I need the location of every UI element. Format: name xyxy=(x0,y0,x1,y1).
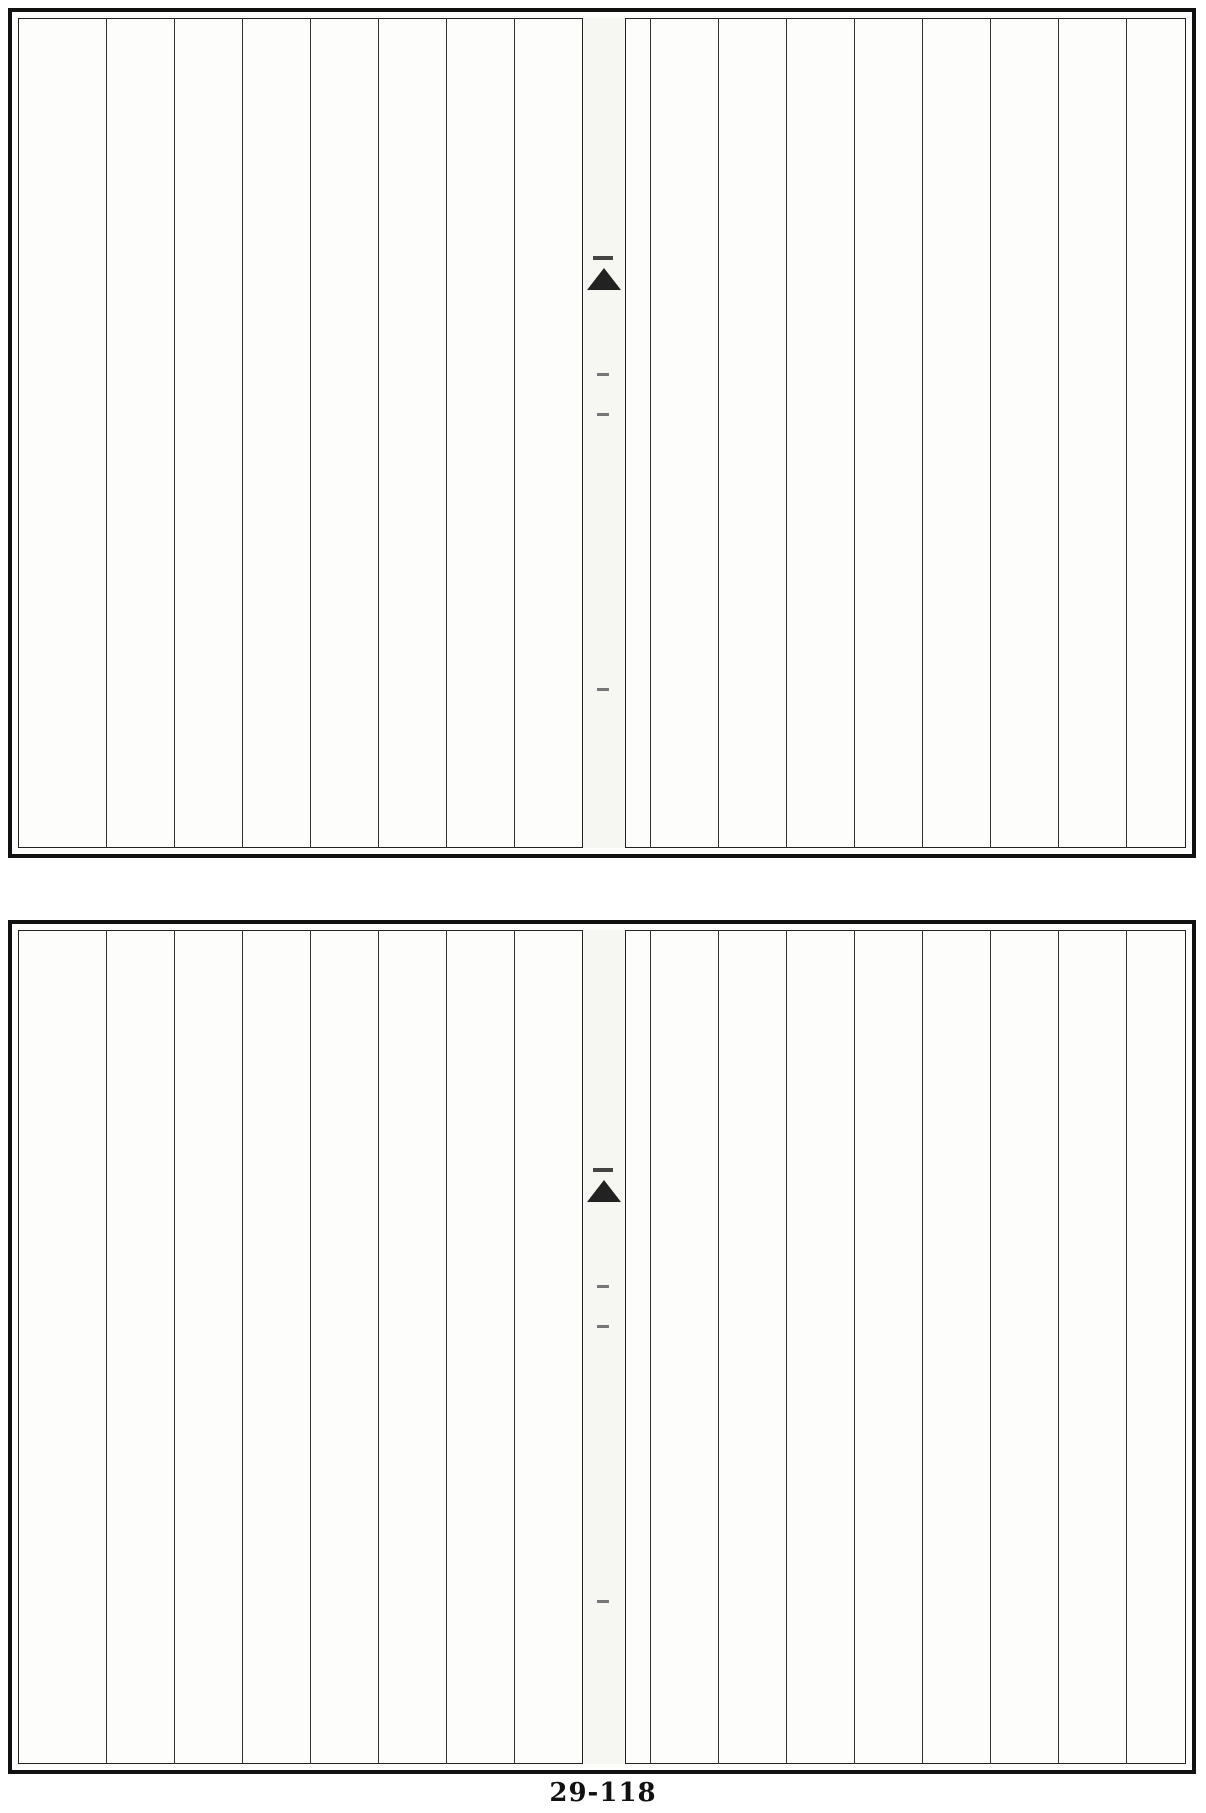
column-rule xyxy=(514,930,515,1764)
spine-rule xyxy=(593,1168,613,1172)
spine-mark xyxy=(597,413,609,416)
fishtail-mark xyxy=(587,268,621,290)
column-rule xyxy=(106,930,107,1764)
column-rule xyxy=(786,930,787,1764)
column-rule xyxy=(1058,18,1059,848)
page-spine xyxy=(582,18,626,848)
top-page-panel xyxy=(8,8,1196,858)
column-rule xyxy=(990,18,991,848)
column-rule xyxy=(854,930,855,1764)
column-rule xyxy=(922,930,923,1764)
column-rule xyxy=(310,18,311,848)
column-rule xyxy=(718,18,719,848)
column-rule xyxy=(446,930,447,1764)
spine-mark xyxy=(597,1325,609,1328)
spine-mark xyxy=(597,373,609,376)
column-rule xyxy=(514,18,515,848)
fishtail-mark xyxy=(587,1180,621,1202)
column-rule xyxy=(990,930,991,1764)
spine-mark xyxy=(597,688,609,691)
column-rule xyxy=(106,18,107,848)
page-number: 29-118 xyxy=(549,1778,657,1808)
column-rule xyxy=(650,18,651,848)
column-rule xyxy=(922,18,923,848)
column-rule xyxy=(242,18,243,848)
column-rule xyxy=(378,18,379,848)
column-rule xyxy=(1126,18,1127,848)
column-rule xyxy=(854,18,855,848)
column-rule xyxy=(1058,930,1059,1764)
column-rule xyxy=(242,930,243,1764)
column-rule xyxy=(650,930,651,1764)
page-spine xyxy=(582,930,626,1764)
column-rule xyxy=(718,930,719,1764)
spine-mark xyxy=(597,1285,609,1288)
bottom-page-panel xyxy=(8,920,1196,1774)
column-rule xyxy=(378,930,379,1764)
spine-rule xyxy=(593,256,613,260)
column-rule xyxy=(786,18,787,848)
column-rule xyxy=(174,18,175,848)
column-rule xyxy=(174,930,175,1764)
column-rule xyxy=(446,18,447,848)
spine-mark xyxy=(597,1600,609,1603)
column-rule xyxy=(1126,930,1127,1764)
column-rule xyxy=(310,930,311,1764)
